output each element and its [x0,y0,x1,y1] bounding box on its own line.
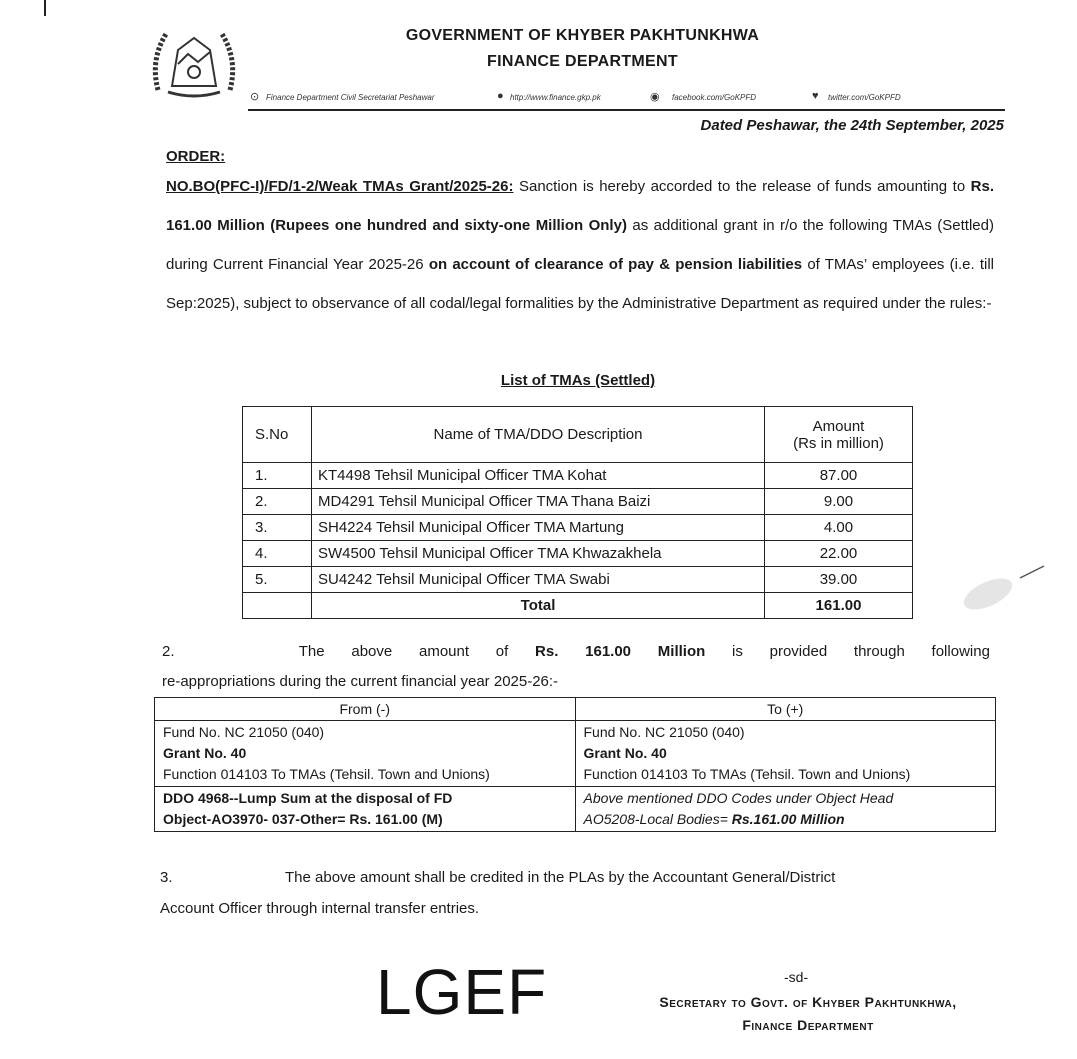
header-divider [248,109,1005,111]
row-name: SH4224 Tehsil Municipal Officer TMA Martung [312,515,765,541]
signatory-department: Finance Department [742,1017,874,1033]
p2-word: of [495,643,509,660]
from-fund: Fund No. NC 21050 (040) [163,724,325,740]
col-sno: S.No [243,407,312,463]
row-name: KT4498 Tehsil Municipal Officer TMA Kohat [312,463,765,489]
row-amount: 22.00 [765,541,913,567]
table-row [243,541,913,567]
order-ref-no: NO.BO(PFC-I)/FD/1-2/Weak TMAs Grant/2025-26: [166,178,514,195]
tma-table-header [243,407,913,463]
signatory-title: Secretary to Govt. of Khyber Pakhtunkhwa, [659,994,957,1010]
p2-word: The [298,643,325,660]
table-row [243,567,913,593]
col-amount-line1: Amount [812,417,865,435]
row-sno: 2. [243,489,312,515]
reappropriation-table [154,697,996,832]
p2-word: following [931,643,990,660]
location-icon: ⊙ [250,91,260,103]
to-object [584,809,988,830]
p2-word: through [853,643,905,660]
order-text-a: Sanction is hereby accorded to the release of funds amounting to [513,178,971,195]
p2-word: Rs. [535,643,559,660]
paragraph-2-line1 [162,637,990,667]
paragraph-2-number: 2. [162,643,175,660]
order-text-c: of TMAs’ employees (i.e. till Sep:2025), subject to observance of all codal/legal formalities by the Administrative Department as required under the rules:- [166,256,994,312]
scan-edge-mark [44,0,46,16]
row-sno: 3. [243,515,312,541]
paragraph-3-line1: The above amount shall be credited in the PLAs by the Accountant General/District [285,869,836,886]
from-object: Object-AO3970- 037-Other= Rs. 161.00 (M) [163,811,443,827]
p2-word: above [351,643,393,660]
table-row [243,489,913,515]
to-function: Function 014103 To TMAs (Tehsil. Town and Unions) [583,766,911,782]
twitter-icon: ♥ [812,90,819,102]
reapp-header [155,698,996,721]
address-text: Finance Department Civil Secretariat Peshawar [266,93,435,102]
dated-line: Dated Peshawar, the 24th September, 2025 [700,117,1004,134]
total-blank [243,593,312,619]
from-object-cell [155,787,576,832]
p2-word: provided [769,643,828,660]
twitter-link[interactable]: twitter.com/GoKPFD [828,93,901,102]
row-amount: 4.00 [765,515,913,541]
p2-word: 161.00 [585,643,632,660]
web-icon: ● [497,90,504,102]
total-label: Total [312,593,765,619]
order-heading: ORDER: [166,148,226,165]
p2-word: amount [418,643,470,660]
from-fund-cell [155,721,576,787]
paragraph-3-number: 3. [160,869,173,886]
to-fund-cell [575,721,996,787]
paragraph-3 [160,862,988,924]
reapp-object-row [155,787,996,832]
scan-smudge [940,560,1060,620]
to-grant: Grant No. 40 [583,745,667,761]
paragraph-2-line2: re-appropriations during the current financial year 2025-26:- [162,673,559,690]
to-header: To (+) [575,698,996,721]
row-amount: 87.00 [765,463,913,489]
p2-word: is [732,643,743,660]
facebook-icon: ◉ [650,91,660,103]
from-ddo: DDO 4968--Lump Sum at the disposal of FD [163,790,453,806]
to-ddo: Above mentioned DDO Codes under Object Head [583,790,894,806]
col-amount-line2: (Rs in million) [793,434,884,452]
row-name: MD4291 Tehsil Municipal Officer TMA Thana Baizi [312,489,765,515]
to-object-amount: Rs.161.00 Million [731,811,845,827]
row-sno: 1. [243,463,312,489]
order-account: on account of clearance of pay & pension liabilities [428,256,803,273]
contact-strip [250,90,930,106]
from-function: Function 014103 To TMAs (Tehsil. Town and Unions) [163,766,490,782]
order-amount: Rs. 161.00 Million (Rupees one hundred and sixty-one Million Only) [166,178,995,234]
signed-mark: -sd- [784,969,809,985]
row-sno: 4. [243,541,312,567]
table-row [243,515,913,541]
order-paragraph [166,167,994,323]
from-header: From (-) [155,698,576,721]
total-amount: 161.00 [765,593,913,619]
paragraph-3-line1-row [160,862,988,893]
reapp-fund-row [155,721,996,787]
total-row [243,593,913,619]
to-fund: Fund No. NC 21050 (040) [583,724,745,740]
p2-word: Million [657,643,706,660]
to-object-cell [575,787,996,832]
lgef-stamp: LGEF [376,956,548,1028]
paragraph-3-line2: Account Officer through internal transfer entries. [160,900,480,917]
paragraph-2 [162,637,990,697]
row-amount: 39.00 [765,567,913,593]
row-sno: 5. [243,567,312,593]
tma-list-caption: List of TMAs (Settled) [500,372,656,389]
col-amount [765,407,913,463]
department-title: FINANCE DEPARTMENT [487,53,678,70]
col-name: Name of TMA/DDO Description [312,407,765,463]
website-link[interactable]: http://www.finance.gkp.pk [510,93,601,102]
kp-government-emblem [148,20,240,100]
table-row [243,463,913,489]
government-title: GOVERNMENT OF KHYBER PAKHTUNKHWA [405,27,760,44]
to-object-head: AO5208-Local Bodies= [583,811,732,827]
tma-table [242,406,913,619]
row-amount: 9.00 [765,489,913,515]
facebook-link[interactable]: facebook.com/GoKPFD [672,93,757,102]
row-name: SU4242 Tehsil Municipal Officer TMA Swabi [312,567,765,593]
from-grant: Grant No. 40 [163,745,247,761]
order-text-b: as additional grant in r/o the following TMAs (Settled) during Current Financial Year 2025-26 [166,217,994,273]
row-name: SW4500 Tehsil Municipal Officer TMA Khwazakhela [312,541,765,567]
